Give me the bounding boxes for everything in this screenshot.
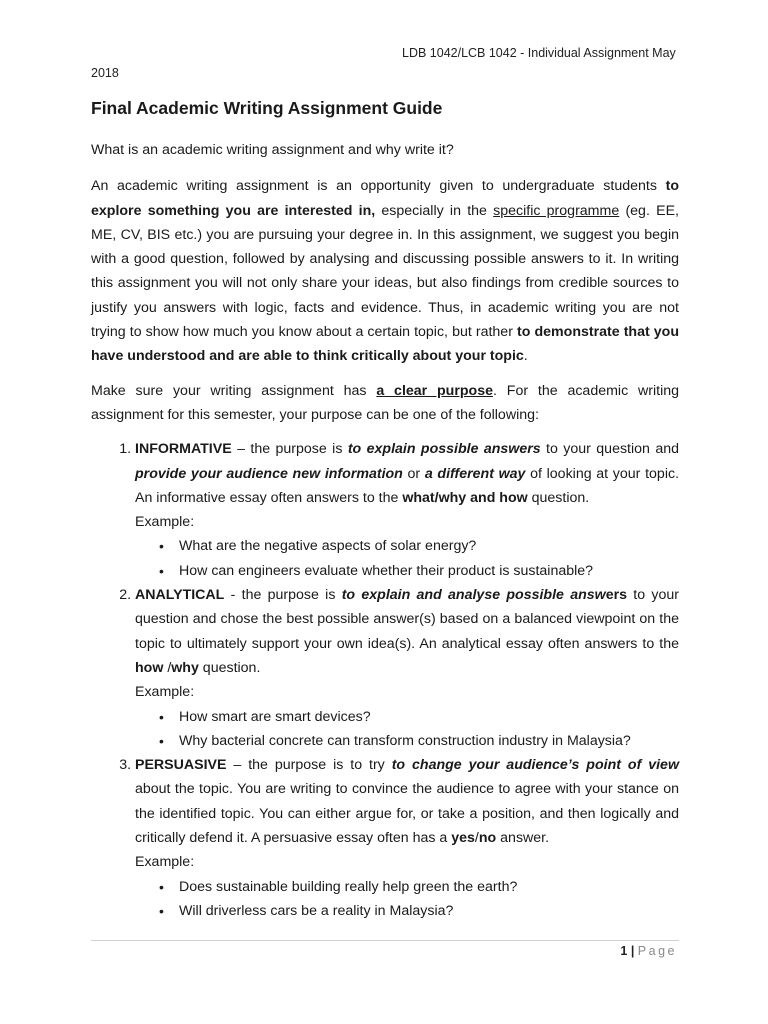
item-text: - the purpose is	[224, 587, 342, 604]
item-heading: INFORMATIVE	[135, 441, 232, 458]
purpose-text-2: . For the academic writing assignment for this semester, your purpose can be one of the following:	[91, 382, 679, 423]
item-text: to your question and chose the best possible answer(s) based on a balanced viewpoint on the topic to ultimately support your own idea(s). An analytical essay often answers to the	[135, 587, 679, 652]
item-bold: ers	[605, 587, 627, 604]
item-text: question.	[198, 659, 261, 676]
item-text: – the purpose is to try	[226, 757, 392, 774]
item-text: to your question and	[540, 441, 679, 458]
item-heading: ANALYTICAL	[135, 587, 225, 604]
running-header-year: 2018	[91, 66, 119, 80]
item-text: question.	[527, 489, 590, 506]
item-text: answer.	[496, 830, 550, 847]
intro-bold-2: to demonstrate that you have understood and are able to think critically about your topic	[91, 324, 680, 365]
item-bold: what/why and how	[402, 489, 528, 506]
item-emphasis: to explain possible answers	[347, 441, 541, 458]
purpose-text-1: Make sure your writing assignment has	[91, 382, 377, 399]
item-emphasis: to change your audience’s point of view	[391, 757, 679, 774]
item-bold: how	[135, 659, 164, 676]
example-list	[135, 705, 679, 754]
example-list	[135, 534, 679, 583]
intro-bold-1: to explore something you are interested in,	[91, 178, 679, 219]
item-text: – the purpose is	[231, 441, 348, 458]
item-text: or	[402, 465, 425, 482]
page-footer	[620, 944, 677, 958]
page-separator: |	[627, 944, 638, 958]
item-bold: no	[478, 830, 497, 847]
intro-paragraph	[91, 174, 679, 368]
page-word: Page	[637, 944, 677, 958]
example-item: • Will driverless cars be a reality in Malaysia?	[159, 899, 679, 923]
intro-text-3: (eg. EE, ME, CV, BIS etc.) you are pursuing your degree in. In this assignment, we suggest you begin with a good question, followed by analysing and discussing possible answers to it. In writing this assignment you will not only share your ideas, but also findings from credible sources to justify you answers with logic, facts and evidence. Thus, in academic writing you are not trying to show how much you know about a certain topic, but rather	[91, 202, 679, 341]
page-number: 1	[620, 944, 628, 958]
purpose-list	[91, 437, 679, 923]
footer-divider	[91, 940, 679, 941]
purpose-item-persuasive	[135, 753, 679, 923]
example-item: • How can engineers evaluate whether their product is sustainable?	[159, 559, 679, 583]
purpose-paragraph	[91, 379, 679, 428]
purpose-item-informative	[135, 437, 679, 583]
running-header: LDB 1042/LCB 1042 - Individual Assignment May	[402, 46, 676, 60]
item-bold: why	[171, 659, 199, 676]
item-emphasis: provide your audience new information	[135, 465, 403, 482]
purpose-emphasis: a clear purpose	[376, 382, 493, 399]
item-text: about the topic. You are writing to convince the audience to agree with your stance on the identified topic. You can either argue for, or take a position, and then logically and critically defend it. A persuasive essay often has a	[135, 781, 679, 847]
item-emphasis: to explain and analyse possible answ	[341, 587, 606, 604]
example-item: • Does sustainable building really help green the earth?	[159, 875, 679, 899]
example-list	[135, 875, 679, 924]
intro-text-4: .	[523, 348, 528, 365]
example-label: Example:	[135, 514, 195, 531]
example-label: Example:	[135, 854, 195, 871]
item-text: /	[163, 659, 172, 676]
page-title: Final Academic Writing Assignment Guide	[91, 98, 443, 118]
intro-underline: specific programme	[493, 202, 620, 219]
document-body	[91, 138, 679, 923]
intro-text-2: especially in the	[375, 202, 494, 219]
item-bold: yes	[451, 830, 475, 847]
item-heading: PERSUASIVE	[135, 757, 227, 774]
guiding-question: What is an academic writing assignment and why write it?	[91, 142, 454, 158]
example-item: • What are the negative aspects of solar energy?	[159, 534, 679, 558]
intro-text-1: An academic writing assignment is an opportunity given to undergraduate students	[91, 178, 666, 195]
example-item: • How smart are smart devices?	[159, 705, 679, 729]
item-emphasis: a different way	[424, 465, 526, 482]
item-text: /	[474, 830, 479, 847]
example-item: • Why bacterial concrete can transform construction industry in Malaysia?	[159, 729, 679, 753]
item-text: of looking at your topic. An informative essay often answers to the	[135, 465, 680, 506]
purpose-item-analytical	[135, 583, 679, 753]
example-label: Example:	[135, 684, 195, 701]
